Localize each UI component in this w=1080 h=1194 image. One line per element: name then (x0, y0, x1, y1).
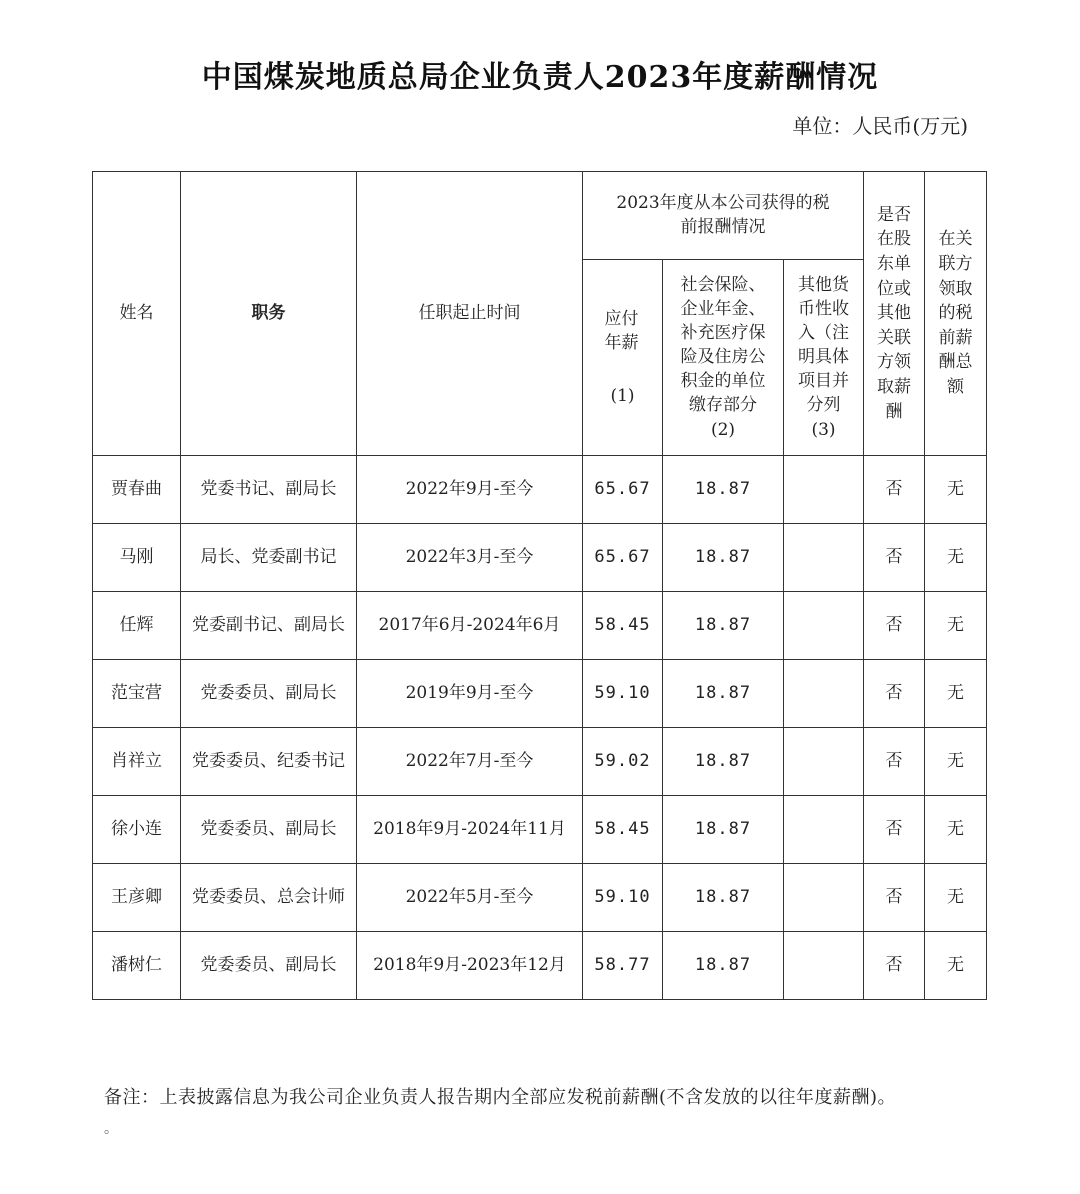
cell-other (784, 728, 864, 796)
cell-insurance: 18.87 (663, 660, 784, 728)
table-row (93, 592, 987, 660)
cell-tenure: 2022年9月-至今 (357, 456, 583, 524)
cell-name: 肖祥立 (93, 728, 181, 796)
cell-salary: 58.45 (583, 592, 663, 660)
cell-other (784, 592, 864, 660)
header-col3-label: 其他货币性收入（注明具体项目并分列 (798, 274, 850, 416)
table-row (93, 524, 987, 592)
table-row (93, 660, 987, 728)
footnote-mark: 。 (104, 1121, 118, 1137)
cell-shareholder: 否 (864, 728, 925, 796)
cell-insurance: 18.87 (663, 728, 784, 796)
cell-shareholder: 否 (864, 864, 925, 932)
cell-other (784, 456, 864, 524)
cell-related: 无 (925, 864, 987, 932)
cell-related: 无 (925, 932, 987, 1000)
cell-insurance: 18.87 (663, 456, 784, 524)
cell-insurance: 18.87 (663, 592, 784, 660)
cell-name: 潘树仁 (93, 932, 181, 1000)
header-col1 (583, 260, 663, 456)
cell-salary: 65.67 (583, 456, 663, 524)
table-row (93, 932, 987, 1000)
cell-tenure: 2022年3月-至今 (357, 524, 583, 592)
cell-position: 党委委员、纪委书记 (181, 728, 357, 796)
cell-name: 马刚 (93, 524, 181, 592)
cell-shareholder: 否 (864, 524, 925, 592)
header-col2-number: (2) (710, 419, 736, 440)
cell-related: 无 (925, 796, 987, 864)
cell-name: 贾春曲 (93, 456, 181, 524)
header-col2-label: 社会保险、企业年金、补充医疗保险及住房公积金的单位缴存部分 (680, 274, 766, 416)
cell-salary: 65.67 (583, 524, 663, 592)
header-position: 职务 (181, 172, 357, 456)
cell-name: 任辉 (93, 592, 181, 660)
cell-position: 党委委员、副局长 (181, 796, 357, 864)
unit-label: 单位：人民币(万元) (792, 114, 968, 138)
cell-other (784, 796, 864, 864)
cell-other (784, 660, 864, 728)
table-row (93, 796, 987, 864)
header-shareholder (864, 172, 925, 456)
cell-salary: 59.02 (583, 728, 663, 796)
cell-tenure: 2018年9月-2024年11月 (357, 796, 583, 864)
cell-salary: 59.10 (583, 660, 663, 728)
cell-salary: 59.10 (583, 864, 663, 932)
cell-tenure: 2022年5月-至今 (357, 864, 583, 932)
header-related-label: 在关联方领取的税前薪酬总额 (938, 229, 973, 398)
page-title: 中国煤炭地质总局企业负责人2023年度薪酬情况 (201, 60, 879, 95)
cell-insurance: 18.87 (663, 864, 784, 932)
header-shareholder-label: 是否在股东单位或其他关联方领取薪酬 (877, 204, 912, 422)
table-row (93, 456, 987, 524)
cell-name: 范宝营 (93, 660, 181, 728)
cell-shareholder: 否 (864, 592, 925, 660)
header-col1-number: (1) (610, 385, 635, 406)
cell-shareholder: 否 (864, 660, 925, 728)
cell-position: 党委副书记、副局长 (181, 592, 357, 660)
header-col1-label: 应付年薪 (604, 308, 639, 354)
cell-other (784, 932, 864, 1000)
cell-tenure: 2022年7月-至今 (357, 728, 583, 796)
header-tenure: 任职起止时间 (357, 172, 583, 456)
cell-other (784, 864, 864, 932)
cell-related: 无 (925, 660, 987, 728)
cell-salary: 58.45 (583, 796, 663, 864)
header-col3-number: (3) (811, 419, 836, 440)
cell-salary: 58.77 (583, 932, 663, 1000)
cell-name: 王彦卿 (93, 864, 181, 932)
cell-related: 无 (925, 592, 987, 660)
salary-table (92, 171, 987, 1000)
cell-other (784, 524, 864, 592)
cell-insurance: 18.87 (663, 524, 784, 592)
cell-position: 党委书记、副局长 (181, 456, 357, 524)
cell-name: 徐小连 (93, 796, 181, 864)
cell-related: 无 (925, 524, 987, 592)
cell-insurance: 18.87 (663, 932, 784, 1000)
header-related (925, 172, 987, 456)
cell-related: 无 (925, 456, 987, 524)
header-pretax-group (583, 172, 864, 260)
cell-insurance: 18.87 (663, 796, 784, 864)
cell-position: 党委委员、副局长 (181, 932, 357, 1000)
cell-tenure: 2018年9月-2023年12月 (357, 932, 583, 1000)
cell-related: 无 (925, 728, 987, 796)
cell-position: 党委委员、副局长 (181, 660, 357, 728)
header-pretax-group-label: 2023年度从本公司获得的税前报酬情况 (616, 193, 830, 238)
cell-tenure: 2017年6月-2024年6月 (357, 592, 583, 660)
cell-shareholder: 否 (864, 456, 925, 524)
cell-tenure: 2019年9月-至今 (357, 660, 583, 728)
cell-shareholder: 否 (864, 796, 925, 864)
cell-position: 党委委员、总会计师 (181, 864, 357, 932)
header-col3 (784, 260, 864, 456)
header-name: 姓名 (93, 172, 181, 456)
footnote: 备注：上表披露信息为我公司企业负责人报告期内全部应发税前薪酬(不含发放的以往年度薪酬)。 (104, 1087, 897, 1108)
table-row (93, 864, 987, 932)
header-col2 (663, 260, 784, 456)
cell-position: 局长、党委副书记 (181, 524, 357, 592)
cell-shareholder: 否 (864, 932, 925, 1000)
table-row (93, 728, 987, 796)
